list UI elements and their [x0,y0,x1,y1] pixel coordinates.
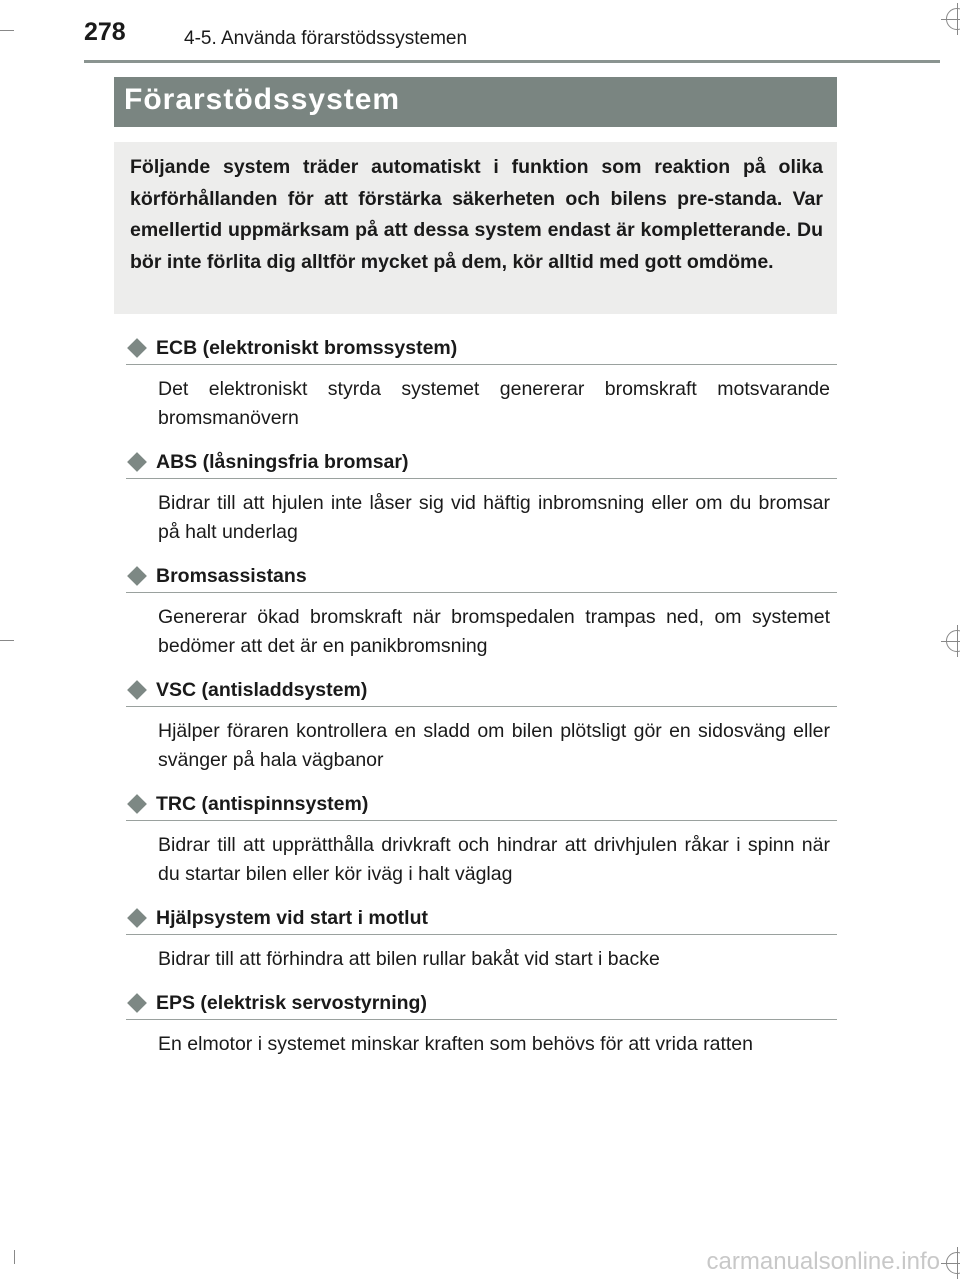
intro-text: Följande system träder automatiskt i funktion som reaktion på olika körförhållanden för att förstärka säkerheten och bilens pre-standa. Var emellertid uppmärksam på att dessa system endast är kompletterande. Du bör inte förlita dig alltför mycket på dem, kör alltid med gott omdöme. [130,156,823,273]
diamond-bullet-icon [127,452,147,472]
item-heading-text: VSC (antisladdsystem) [156,678,368,701]
diamond-bullet-icon [127,566,147,586]
item-heading-text: EPS (elektrisk servostyrning) [156,991,427,1014]
item-heading-text: ABS (låsningsfria bromsar) [156,450,409,473]
intro-box [114,142,837,314]
list-item [126,788,837,889]
item-description: Det elektroniskt styrda systemet genererar bromskraft motsvarande bromsmanövern [158,378,830,429]
title-banner [114,77,837,127]
diamond-bullet-icon [127,680,147,700]
header-rule [84,60,940,63]
item-heading-text: Hjälpsystem vid start i motlut [156,906,428,929]
section-header: 4-5. Använda förarstödssystemen [184,28,468,49]
watermark: carmanualsonline.info [706,1248,940,1275]
item-heading [126,560,837,593]
page-number: 278 [84,18,126,46]
item-heading-text: Bromsassistans [156,564,307,587]
list-item [126,674,837,775]
item-heading-text: ECB (elektroniskt bromssystem) [156,336,458,359]
item-description: Bidrar till att hjulen inte låser sig vid häftig inbromsning eller om du bromsar på halt underlag [158,492,830,543]
item-heading [126,332,837,365]
list-item [126,446,837,547]
item-heading [126,987,837,1020]
item-heading [126,788,837,821]
list-item [126,987,837,1059]
list-item [126,332,837,433]
diamond-bullet-icon [127,993,147,1013]
item-description: Hjälper föraren kontrollera en sladd om bilen plötsligt gör en sidosväng eller svänger på hala vägbanor [158,720,830,771]
registration-mark [946,8,960,30]
crop-mark [0,30,14,31]
item-description: Genererar ökad bromskraft när bromspedalen trampas ned, om systemet bedömer att det är en panikbromsning [158,606,830,657]
diamond-bullet-icon [127,338,147,358]
item-description: En elmotor i systemet minskar kraften som behövs för att vrida ratten [158,1033,753,1055]
item-description: Bidrar till att upprätthålla drivkraft och hindrar att drivhjulen råkar i spinn när du startar bilen eller kör iväg i halt väglag [158,834,830,885]
diamond-bullet-icon [127,794,147,814]
item-heading-text: TRC (antispinnsystem) [156,792,369,815]
item-heading [126,446,837,479]
page-title: Förarstödssystem [124,83,401,116]
registration-mark [946,1252,960,1274]
item-heading [126,674,837,707]
system-list [126,332,837,1059]
item-heading [126,902,837,935]
list-item [126,902,837,974]
crop-mark [14,1250,15,1264]
diamond-bullet-icon [127,908,147,928]
registration-mark [946,630,960,652]
crop-mark [0,640,14,641]
list-item [126,560,837,661]
item-description: Bidrar till att förhindra att bilen rullar bakåt vid start i backe [158,948,660,970]
